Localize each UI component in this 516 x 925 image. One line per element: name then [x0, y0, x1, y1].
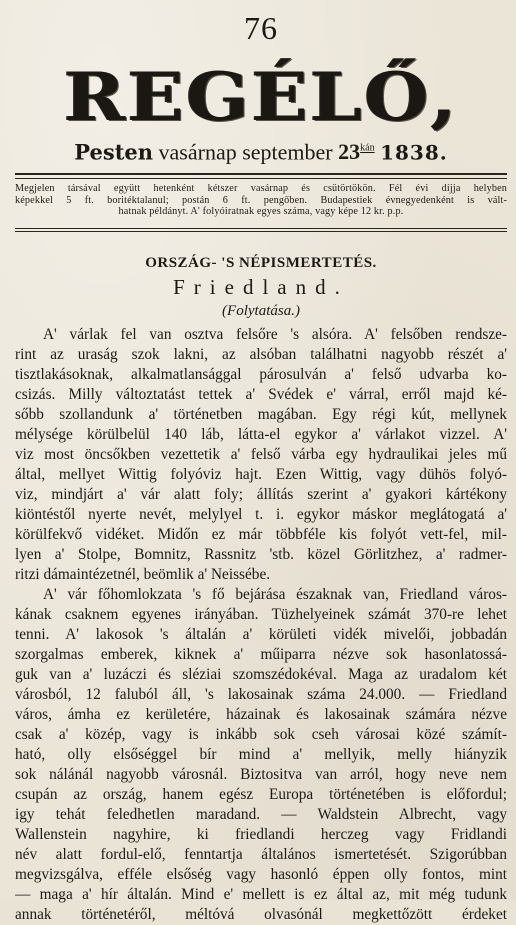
- article-line: név alatt fordul-elő, fenntartja általános ismertetését. Szigorúbban: [15, 845, 507, 863]
- article-line: A' várlak fel van osztva felsőre 's alsóra. A' felsőben rendsze-: [43, 325, 507, 343]
- dateline: [15, 136, 507, 165]
- article-line: szorgalmas emberek, kiknek a' műiparra nézve sok hasonlatossá-: [15, 645, 507, 663]
- article-line: — maga a' hír általán. Mind e' mellett is ez által az, mit még tudunk: [15, 885, 507, 903]
- masthead: [15, 58, 507, 136]
- dateline-weekday-month: vasárnap september: [158, 139, 333, 165]
- article-line: viz most öncsőkben vezettetik a' felső várba egy hydraulikai jeles mű: [15, 445, 507, 463]
- article-line: guk van a' luzáczi és sléziai szomszédokéval. Maga az uradalom két: [15, 665, 507, 683]
- article-line: A' vár főhomlokzata 's fő bejárása északnak van, Friedland város-: [43, 585, 507, 603]
- article-line: tisztlakásoknak, alkalmatlansággal párosulván a' felső udvarba ko-: [15, 365, 507, 383]
- article-line: által, mellyet Wittig folyóviz hajt. Ezen Wittig, vagy dühös folyó-: [15, 465, 507, 483]
- article-line: viz, mindjárt a' vár alatt foly; állítás szerint a' gyakori kártékony: [15, 485, 507, 503]
- notice-line: képekkel 5 ft. boritéktalanul; postán 6 ft. pengőben. Budapestiek évnegyedenként is vált-: [15, 194, 507, 206]
- notice-line: hatnak példányt. A' folyóiratnak egyes száma, vagy képe 12 kr. p.p.: [118, 206, 404, 218]
- continued-label: (Folytatása.): [222, 302, 300, 319]
- dateline-year: 1838.: [380, 140, 448, 165]
- article-line: csupán az ország, hanem egész Europa történetében is előfordul;: [15, 785, 507, 803]
- article-line: lyen a' Stolpe, Bomnitz, Rassnitz 'stb. közel Görlitzhez, a' radmer-: [15, 545, 507, 563]
- article-line: megvizsgálva, efféle elsőség vagy hasonló éppen olly fontos, mint: [15, 865, 507, 883]
- section-title: ORSZÁG- 'S NÉPISMERTETÉS.: [145, 254, 377, 271]
- article-line: kának csaknem egyenes irányában. Tüzhelyeinek számát 370-re lehet: [15, 605, 507, 623]
- article-line: csak a' közép, vagy is inkább sok cseh városai közé számít-: [15, 725, 507, 743]
- dateline-city: Pesten: [74, 139, 154, 165]
- article-line: igy tehát feledhetlen maradand. — Waldstein Albrecht, vagy: [15, 805, 507, 823]
- article-line: sok nálánál nagyobb városnál. Biztositva van arról, hogy neve nem: [15, 765, 507, 783]
- notice-line: Megjelen társával együtt hetenként kétszer vasárnap és csütörtökön. Fél évi díjja helyben: [15, 183, 507, 195]
- divider: [15, 173, 507, 175]
- page-number: 76: [244, 10, 278, 46]
- article-line: sőbb szollandunk a' történetben magában. Egy régi kút, mellynek: [15, 405, 507, 423]
- article-line: városból, 12 faluból áll, 's lakosainak száma 24.000. — Friedland: [15, 685, 507, 703]
- subscription-notice: [15, 183, 507, 218]
- divider: [15, 178, 507, 179]
- article-line: csizás. Milly változtatást tettek a' Svédek e' várral, erről majd ké-: [15, 385, 507, 403]
- article-line: körülfekvő vidéket. Midőn ez már többféle kis folyót vett-fel, mil-: [15, 525, 507, 543]
- dateline-day: [338, 139, 374, 164]
- dateline-day-suffix: kán: [360, 143, 375, 154]
- article-line: város, ámha ez kerületére, házainak és lakosainak számára nézve: [15, 705, 507, 723]
- article-line: kiöntéstől nyerte nevét, melylyel t. i. egykor máskor meglátogatá a': [15, 505, 507, 523]
- article-line: ritzi dámaintézetnél, beömlik a' Neissébe.: [15, 565, 271, 583]
- article-line: tenni. A' lakosok 's általán a' körületi vidék mivelői, jobbadán: [15, 625, 507, 643]
- article-line: mélysége körülbelül 140 láb, látta-el egykor a' várlakot vizzel. A': [15, 425, 507, 443]
- article-body: [15, 325, 507, 925]
- divider: [15, 228, 507, 232]
- masthead-title: REGÉLŐ,: [63, 58, 459, 136]
- article-line: annak történetéről, méltóvá olvasónál megkettőzött érdeket: [15, 905, 507, 923]
- article-line: rint az uraság szok lakni, az alsóban találhatni nagyobb részét a': [15, 345, 507, 363]
- article-title: Friedland.: [173, 274, 349, 299]
- article-line: Wallenstein nagyhire, ki friedlandi herczeg vagy Fridlandi: [15, 825, 507, 843]
- dateline-day-number: 23: [338, 139, 361, 165]
- article-line: ható, olly elsőséggel bír mind a' mellyik, melly hiányzik: [15, 745, 507, 763]
